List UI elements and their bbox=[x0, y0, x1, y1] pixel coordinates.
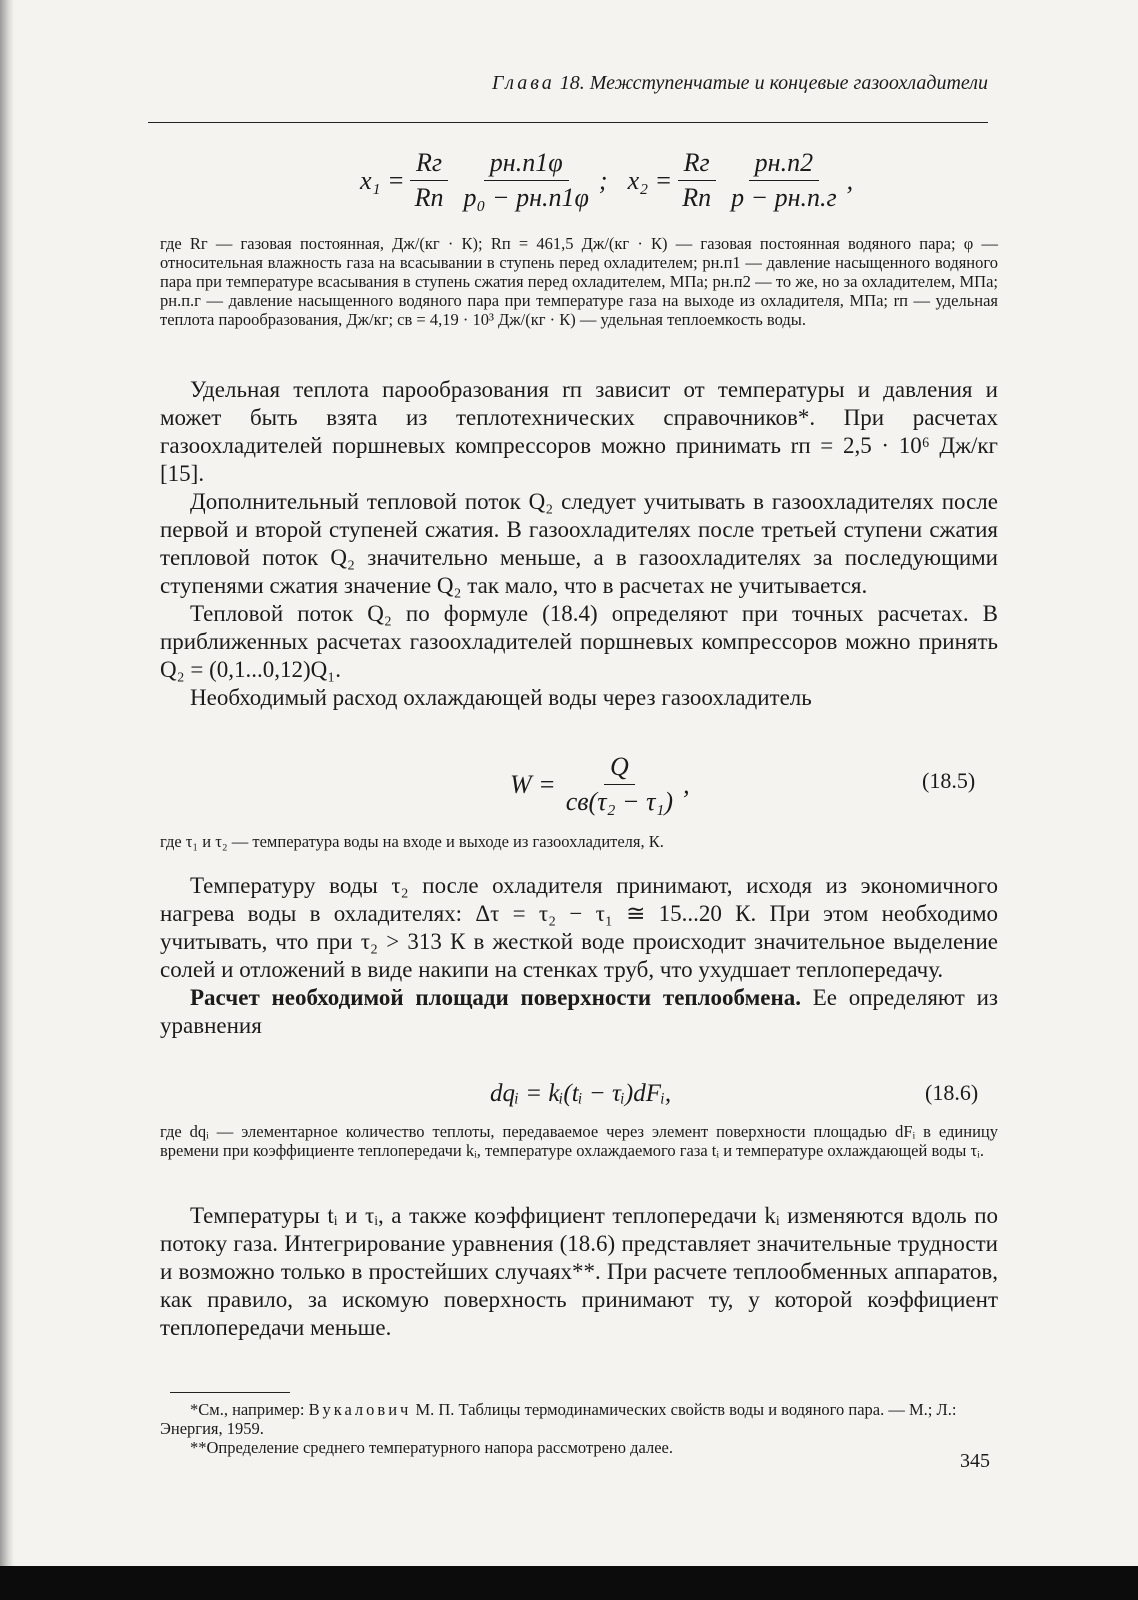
where-text-1: где Rг — газовая постоянная, Дж/(кг · К); Rп = 461,5 Дж/(кг · К) — газовая постоянная водяного пара; φ — относительная влажность газа на всасывании в ступень перед охладителем; pн.п1 — давление насыщенного водяного пара при температуре всасывания в ступень сжатия перед охладителем, МПа; pн.п2 — то же, но за охладителем, МПа; pн.п.г — давление насыщенного водяного пара при температуре газа на выходе из охладителя, МПа; rп — удельная теплота парообразования, Дж/кг; cв = 4,19 · 10³ Дж/(кг · К) — удельная теплоемкость воды. bbox=[160, 234, 998, 329]
equation-number-18-5: (18.5) bbox=[922, 768, 976, 793]
formula-dq bbox=[490, 1080, 671, 1108]
running-header bbox=[492, 72, 988, 95]
where-block-3 bbox=[160, 1122, 998, 1160]
footnote-rule bbox=[170, 1392, 290, 1393]
where-block-1 bbox=[160, 234, 998, 329]
paragraphs-block-2 bbox=[160, 872, 998, 1040]
paragraph-surface-calc bbox=[160, 984, 998, 1040]
where-block-2 bbox=[160, 832, 998, 851]
page-edge-shadow bbox=[0, 0, 14, 1600]
paragraph-heat-flow: Тепловой поток Q₂ по формуле (18.4) определяют при точных расчетах. В приближенных расчетах газоохладителей поршневых компрессоров можно принять Q₂ = (0,1...0,12)Q₁. bbox=[160, 601, 998, 682]
surface-calc-heading: Расчет необходимой площади поверхности теплообмена. bbox=[190, 985, 801, 1010]
surface-calc-rest: Ее определяют из уравнения bbox=[160, 985, 998, 1038]
x2-num1: Rг bbox=[678, 148, 716, 181]
page-number: 345 bbox=[960, 1450, 990, 1472]
footnote-2: **Определение среднего температурного напора рассмотрено далее. bbox=[190, 1438, 673, 1457]
footnote-1 bbox=[160, 1400, 998, 1438]
x2-lhs: x₂ = bbox=[627, 165, 673, 195]
scan-bottom-edge bbox=[0, 1566, 1138, 1600]
footnote-1-author: Вукалович bbox=[308, 1400, 412, 1419]
x2-den1: Rп bbox=[682, 183, 712, 212]
w-den: cв(τ₂ − τ₁) bbox=[565, 787, 674, 816]
x1-num2: pн.п1φ bbox=[484, 148, 569, 181]
formula-x1-x2 bbox=[360, 148, 853, 213]
x2-num2: pн.п2 bbox=[749, 148, 819, 181]
header-rule bbox=[148, 122, 988, 123]
paragraph-integration: Температуры tᵢ и τᵢ, а также коэффициент теплопередачи kᵢ изменяются вдоль по потоку газа. Интегрирование уравнения (18.6) представляет значительные трудности и возможно только в простейших случаях**. При расчете теплообменных аппаратов, как правило, за искомую поверхность принимают ту, у которой коэффициент теплопередачи меньше. bbox=[160, 1203, 998, 1340]
formula-separator: ; bbox=[598, 165, 608, 195]
formula-end: , bbox=[846, 165, 854, 195]
paragraphs-block-3 bbox=[160, 1202, 998, 1342]
paragraph-water-temperature: Температуру воды τ₂ после охладителя принимают, исходя из экономичного нагрева воды в охладителях: Δτ = τ₂ − τ₁ ≅ 15...20 К. При этом необходимо учитывать, что при τ₂ > 313 К в жесткой воде происходит значительное выделение солей и отложений в виде накипи на стенках труб, что ухудшает теплопередачу. bbox=[160, 873, 998, 982]
chapter-title: 18. Межступенчатые и концевые газоохладители bbox=[559, 72, 988, 94]
w-lhs: W = bbox=[510, 769, 556, 799]
x1-lhs: x₁ = bbox=[360, 165, 405, 195]
footnote-1-prefix: *См., например: bbox=[190, 1400, 309, 1419]
x2-fraction-p bbox=[725, 148, 843, 213]
x1-fraction-r bbox=[409, 148, 450, 213]
paragraph-additional-heat: Дополнительный тепловой поток Q₂ следует учитывать в газоохладителях после первой и второй ступеней сжатия. В газоохладителях после третьей ступени сжатия тепловой поток Q₂ значительно меньше, а в газоохладителях за последующими ступенями сжатия значение Q₂ так мало, что в расчетах не учитывается. bbox=[160, 489, 998, 598]
footnotes-block bbox=[160, 1400, 998, 1457]
where-text-2: где τ₁ и τ₂ — температура воды на входе и выходе из газоохладителя, К. bbox=[160, 832, 664, 851]
paragraph-heat-vaporization: Удельная теплота парообразования rп зависит от температуры и давления и может быть взята из теплотехнических справочников*. При расчетах газоохладителей поршневых компрессоров можно принимать rп = 2,5 · 10⁶ Дж/кг [15]. bbox=[160, 377, 998, 486]
w-end: , bbox=[683, 769, 690, 799]
w-num: Q bbox=[604, 752, 635, 785]
where-text-3: где dqᵢ — элементарное количество теплоты, передаваемое через элемент поверхности площадью dFᵢ в единицу времени при коэффициенте теплопередачи kᵢ, температуре охлаждаемого газа tᵢ и температуре охлаждающей воды τᵢ. bbox=[160, 1122, 998, 1160]
x1-fraction-p bbox=[458, 148, 595, 213]
paragraph-water-consumption: Необходимый расход охлаждающей воды через газоохладитель bbox=[190, 685, 812, 710]
x2-den2: p − pн.п.г bbox=[731, 183, 837, 212]
equation-number-18-6: (18.6) bbox=[925, 1080, 979, 1105]
dq-equation: dqᵢ = kᵢ(tᵢ − τᵢ)dFᵢ, bbox=[490, 1080, 672, 1107]
x1-num1: Rг bbox=[410, 148, 448, 181]
footnote-1-rest: М. П. Таблицы термодинамических свойств воды и водяного пара. — М.; Л.: Энергия, 1959. bbox=[160, 1400, 957, 1438]
paragraphs-block-1 bbox=[160, 376, 998, 712]
x2-fraction-r bbox=[676, 148, 717, 213]
formula-w bbox=[510, 752, 690, 817]
x1-den2: p₀ − pн.п1φ bbox=[463, 183, 589, 212]
w-fraction bbox=[560, 752, 679, 817]
chapter-word: Глава bbox=[491, 72, 555, 94]
x1-den1: Rп bbox=[414, 183, 444, 212]
